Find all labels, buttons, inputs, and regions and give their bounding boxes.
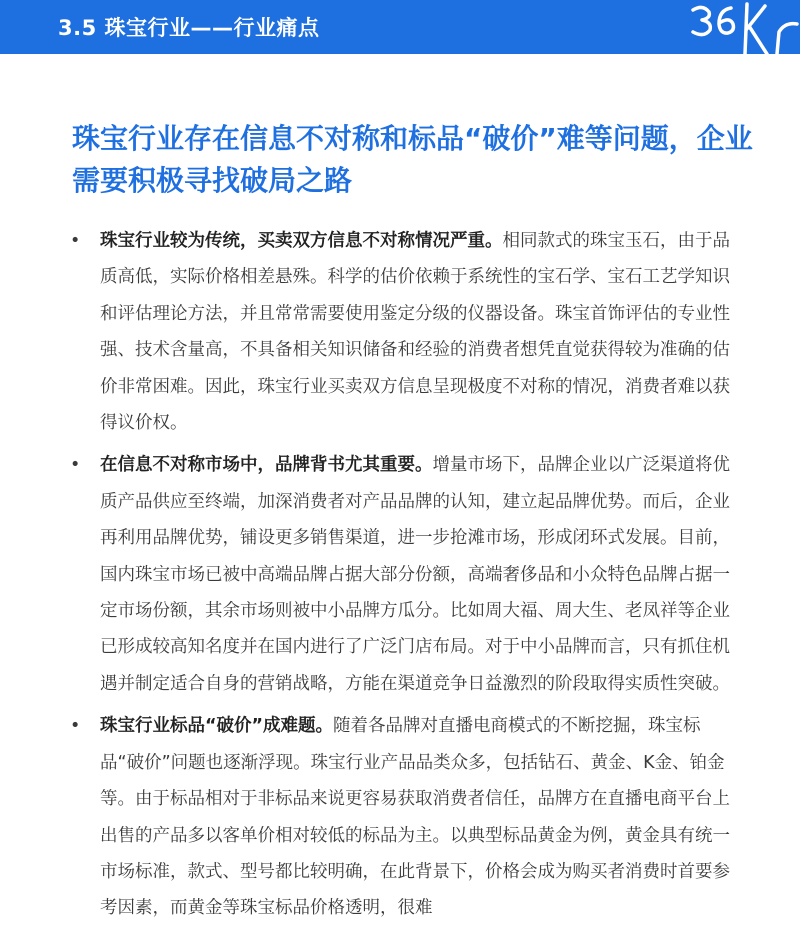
- header-bar: [0, 0, 800, 54]
- bullet-text: 增量市场下，品牌企业以广泛渠道将优质产品供应至终端，加深消费者对产品品牌的认知，建立起品牌优势。而后，企业再利用品牌优势，铺设更多销售渠道，进一步抢滩市场，形成闭环式发展。目前，国内珠宝市场已被中高端品牌占据大部分份额，高端奢侈品和小众特色品牌占据一定市场份额，其余市场则被中小品牌方瓜分。比如周大福、周大生、老凤祥等企业已形成较高知名度并在国内进行了广泛门店布局。对于中小品牌而言，只有抓住机遇并制定适合自身的营销战略，方能在渠道竞争日益激烈的阶段取得实质性突破。: [100, 455, 730, 694]
- bullet-lead: 在信息不对称市场中，品牌背书尤其重要。: [100, 455, 433, 476]
- section-title: 3.5 珠宝行业——行业痛点: [58, 16, 320, 40]
- bullet-item: [0, 447, 800, 702]
- bullet-lead: 珠宝行业较为传统，买卖双方信息不对称情况严重。: [100, 231, 503, 251]
- bullet-list: [0, 223, 800, 933]
- bullet-text: 相同款式的珠宝玉石，由于品质高低，实际价格相差悬殊。科学的估价依赖于系统性的宝石学、宝石工艺学知识和评估理论方法，并且常常需要使用鉴定分级的仪器设备。珠宝首饰评估的专业性强、技术含量高，不具备相关知识储备和经验的消费者想凭直觉获得较为准确的估价非常困难。因此，珠宝行业买卖双方信息呈现极度不对称的情况，消费者难以获得议价权。: [100, 231, 730, 434]
- bullet-lead: 珠宝行业标品“破价”成难题。: [100, 716, 334, 737]
- bullet-marker: •: [70, 231, 81, 251]
- bullet-marker: •: [70, 455, 81, 476]
- bullet-item: [0, 223, 800, 441]
- brand-logo: [685, 0, 800, 54]
- bullet-marker: •: [70, 716, 81, 737]
- bullet-text: 随着各品牌对直播电商模式的不断挖掘，珠宝标品“破价”问题也逐渐浮现。珠宝行业产品品类众多，包括钻石、黄金、K金、铂金等。由于标品相对于非标品来说更容易获取消费者信任，品牌方在直播电商平台上出售的产品多以客单价相对较低的标品为主。以典型标品黄金为例，黄金具有统一市场标准，款式、型号都比较明确，在此背景下，价格会成为购买者消费时首要参考因素，而黄金等珠宝标品价格透明，很难: [100, 716, 730, 919]
- bullet-item: [0, 708, 800, 926]
- headline: 珠宝行业存在信息不对称和标品“破价”难等问题，企业需要积极寻找破局之路: [72, 122, 753, 197]
